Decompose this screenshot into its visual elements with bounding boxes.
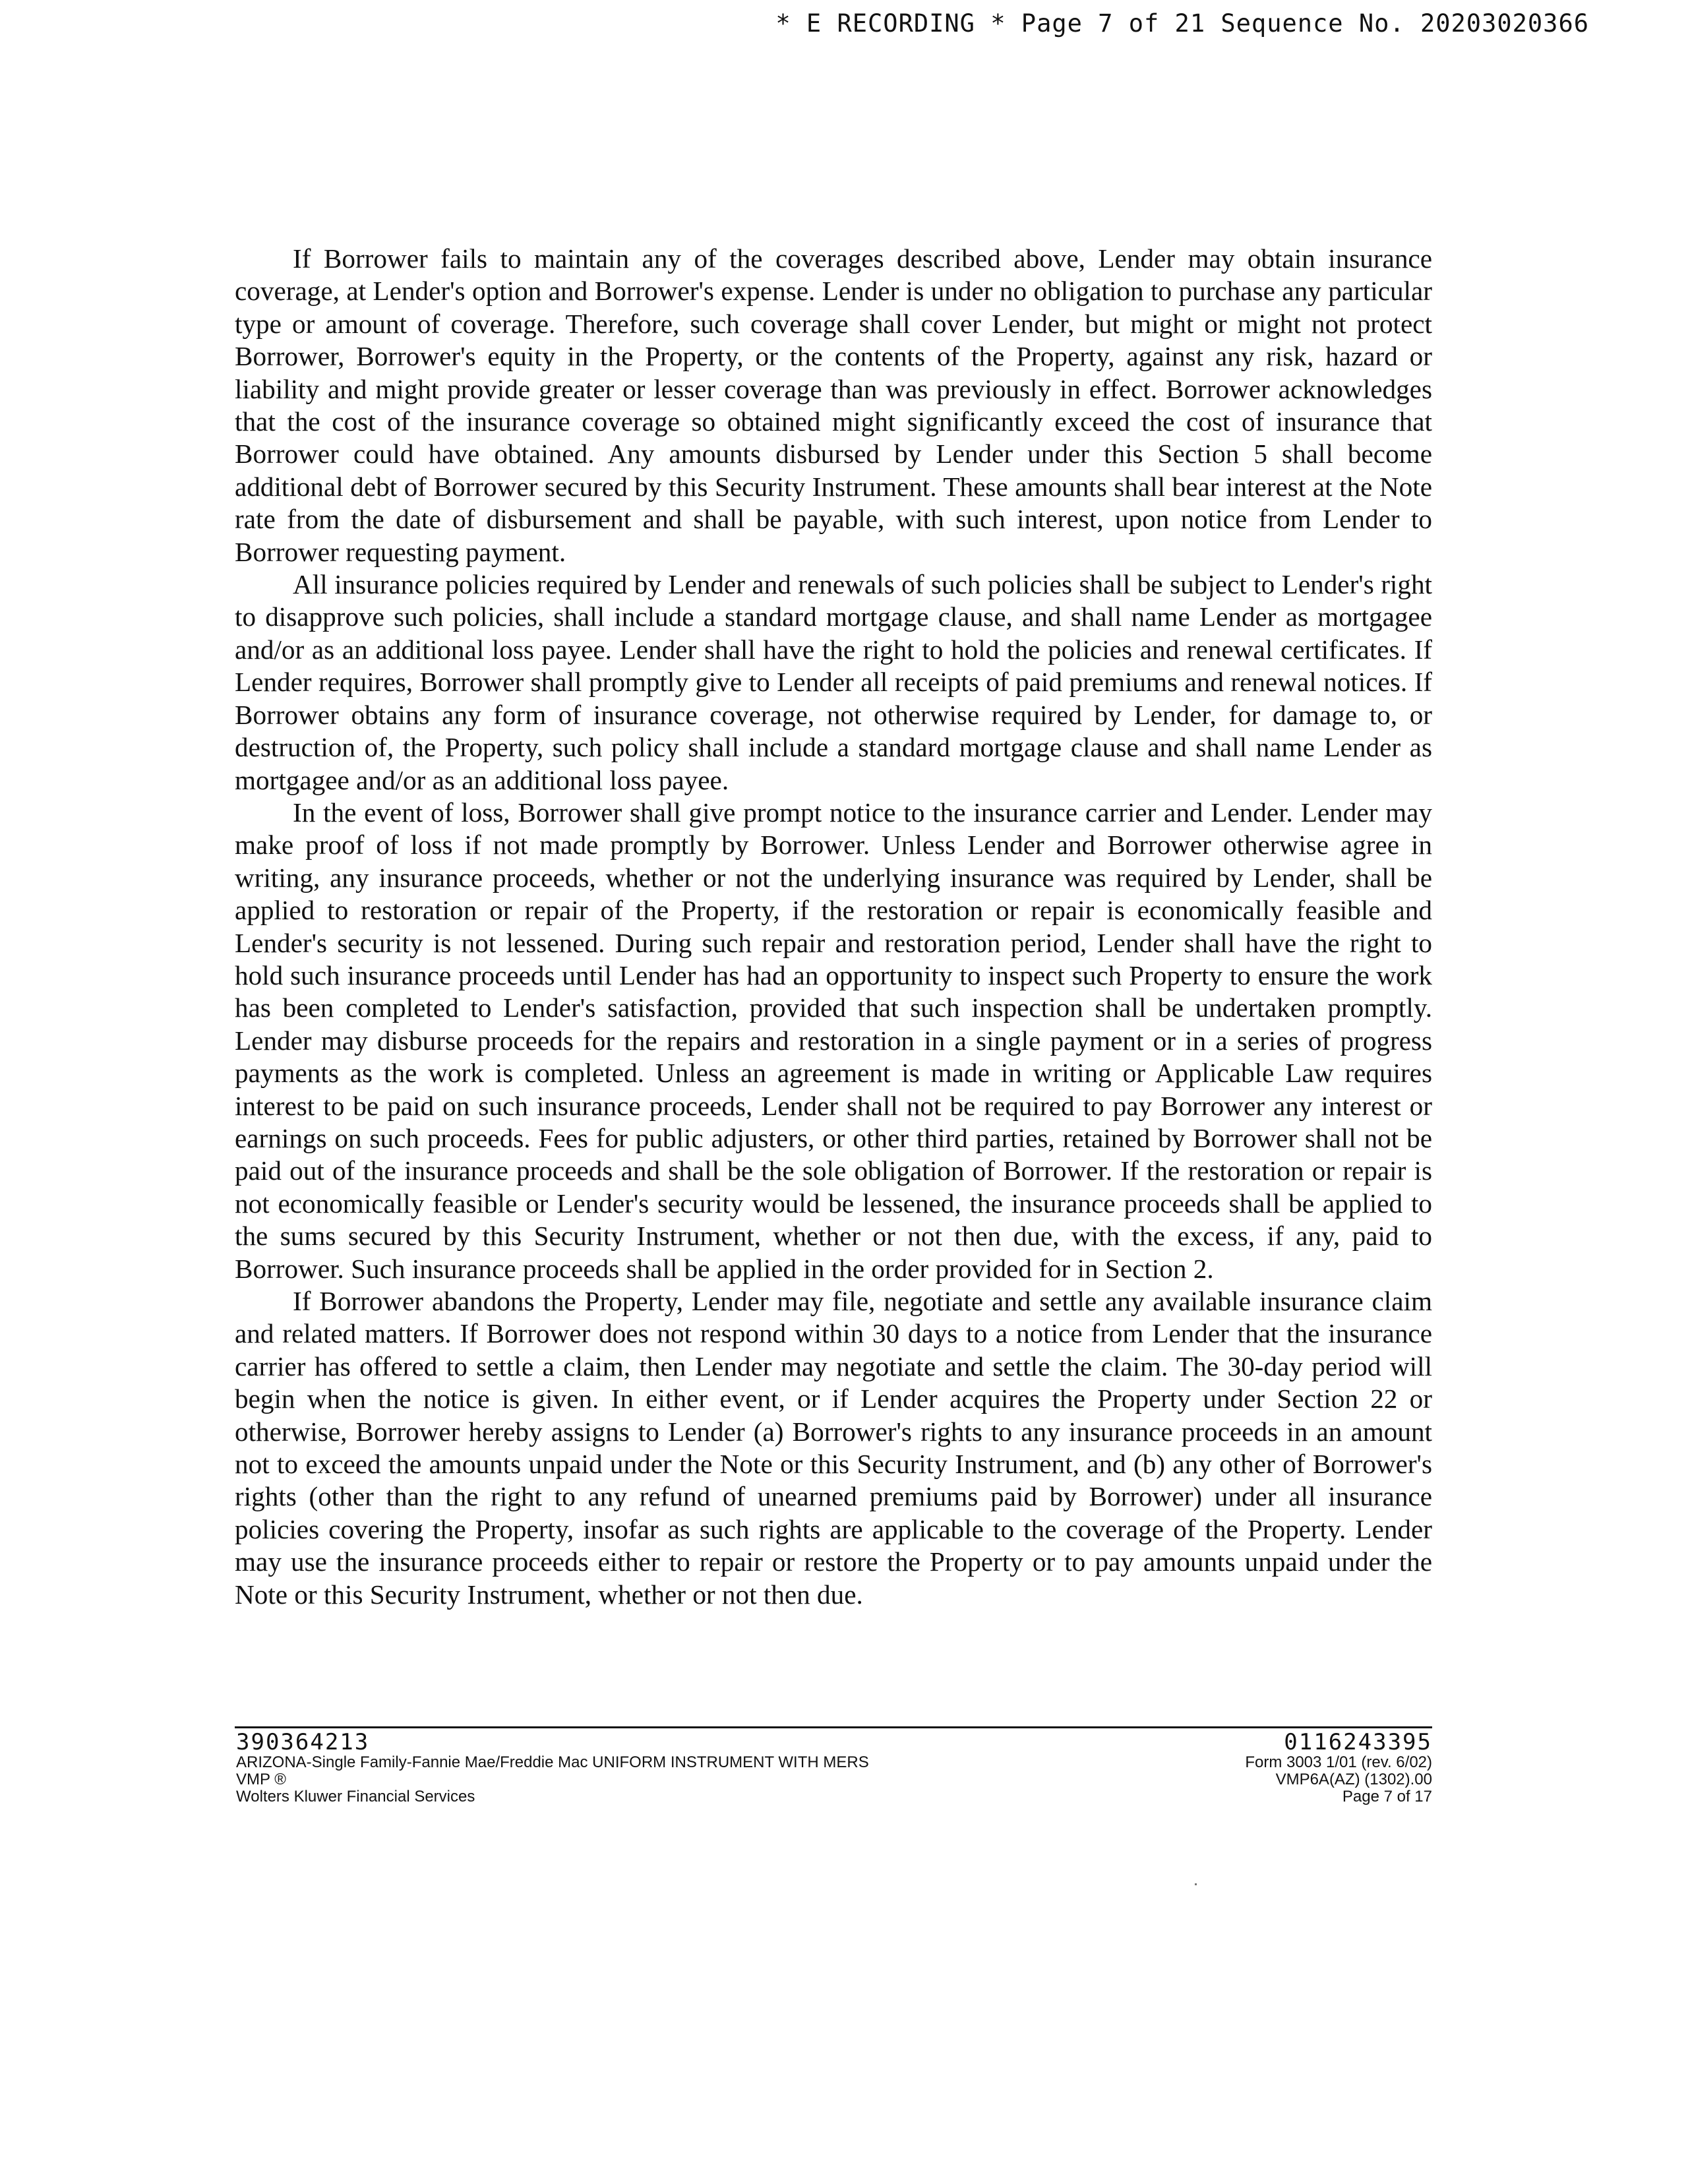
form-title: ARIZONA-Single Family-Fannie Mae/Freddie Mac UNIFORM INSTRUMENT WITH MERS bbox=[236, 1753, 869, 1771]
paragraph-lender-obtain-insurance: If Borrower fails to maintain any of the coverages described above, Lender may obtain insurance coverage, at Lender's option and Borrower's expense. Lender is under no obligation to purchase any particular type or amount of coverage. Therefore, such coverage shall cover Lender, but might or might not protect Borrower, Borrower's equity in the Property, or the contents of the Property, against any risk, hazard or liability and might provide greater or lesser coverage than was previously in effect. Borrower acknowledges that the cost of the insurance coverage so obtained might significantly exceed the cost of insurance that Borrower could have obtained. Any amounts disbursed by Lender under this Section 5 shall become additional debt of Borrower secured by this Security Instrument. These amounts shall bear interest at the Note rate from the date of disbursement and shall be payable, with such interest, upon notice from Lender to Borrower requesting payment. bbox=[235, 243, 1432, 567]
page-number: Page 7 of 17 bbox=[1342, 1788, 1432, 1805]
paragraph-insurance-policies: All insurance policies required by Lender and renewals of such policies shall be subject to Lender's right to disapprove such policies, shall include a standard mortgage clause, and shall name Lender as mortgagee and/or as an additional loss payee. Lender shall have the right to hold the policies and renewal certificates. If Lender requires, Borrower shall promptly give to Lender all receipts of paid premiums and renewal notices. If Borrower obtains any form of insurance coverage, not otherwise required by Lender, for damage to, or destruction of, the Property, such policy shall include a standard mortgage clause and shall name Lender as mortgagee and/or as an additional loss payee. bbox=[235, 569, 1432, 795]
form-number: Form 3003 1/01 (rev. 6/02) bbox=[1245, 1753, 1432, 1771]
paragraph-abandons-property: If Borrower abandons the Property, Lender may file, negotiate and settle any available insurance claim and related matters. If Borrower does not respond within 30 days to a notice from Lender that the insurance carrier has offered to settle a claim, then Lender may negotiate and settle the claim. The 30-day period will begin when the notice is given. In either event, or if Lender acquires the Property under Section 22 or otherwise, Borrower hereby assigns to Lender (a) Borrower's rights to any insurance proceeds in an amount not to exceed the amounts unpaid under the Note or this Security Instrument, and (b) any other of Borrower's rights (other than the right to any refund of unearned premiums paid by Borrower) under all insurance policies covering the Property, insofar as such rights are applicable to the coverage of the Property. Lender may use the insurance proceeds either to repair or restore the Property or to pay amounts unpaid under the Note or this Security Instrument, whether or not then due. bbox=[235, 1286, 1432, 1610]
scan-speck bbox=[1195, 1883, 1197, 1885]
footer-left bbox=[236, 1730, 869, 1805]
recording-header: * E RECORDING * Page 7 of 21 Sequence No. 20203020366 bbox=[775, 9, 1589, 38]
footer-divider bbox=[235, 1726, 1432, 1728]
document-body bbox=[235, 243, 1432, 1611]
loan-number: 390364213 bbox=[236, 1729, 370, 1755]
vmp-code: VMP6A(AZ) (1302).00 bbox=[1275, 1771, 1432, 1788]
vmp-mark: VMP ® bbox=[236, 1771, 286, 1788]
footer-right bbox=[1245, 1730, 1432, 1805]
publisher-name: Wolters Kluwer Financial Services bbox=[236, 1788, 475, 1805]
document-number: 0116243395 bbox=[1284, 1729, 1432, 1755]
paragraph-event-of-loss: In the event of loss, Borrower shall give prompt notice to the insurance carrier and Lender. Lender may make proof of loss if not made promptly by Borrower. Unless Lender and Borrower otherwise agree in writing, any insurance proceeds, whether or not the underlying insurance was required by Lender, shall be applied to restoration or repair of the Property, if the restoration or repair is economically feasible and Lender's security is not lessened. During such repair and restoration period, Lender shall have the right to hold such insurance proceeds until Lender has had an opportunity to inspect such Property to ensure the work has been completed to Lender's satisfaction, provided that such inspection shall be undertaken promptly. Lender may disburse proceeds for the repairs and restoration in a single payment or in a series of progress payments as the work is completed. Unless an agreement is made in writing or Applicable Law requires interest to be paid on such insurance proceeds, Lender shall not be required to pay Borrower any interest or earnings on such proceeds. Fees for public adjusters, or other third parties, retained by Borrower shall not be paid out of the insurance proceeds and shall be the sole obligation of Borrower. If the restoration or repair is not economically feasible or Lender's security would be lessened, the insurance proceeds shall be applied to the sums secured by this Security Instrument, whether or not then due, with the excess, if any, paid to Borrower. Such insurance proceeds shall be applied in the order provided for in Section 2. bbox=[235, 797, 1432, 1284]
